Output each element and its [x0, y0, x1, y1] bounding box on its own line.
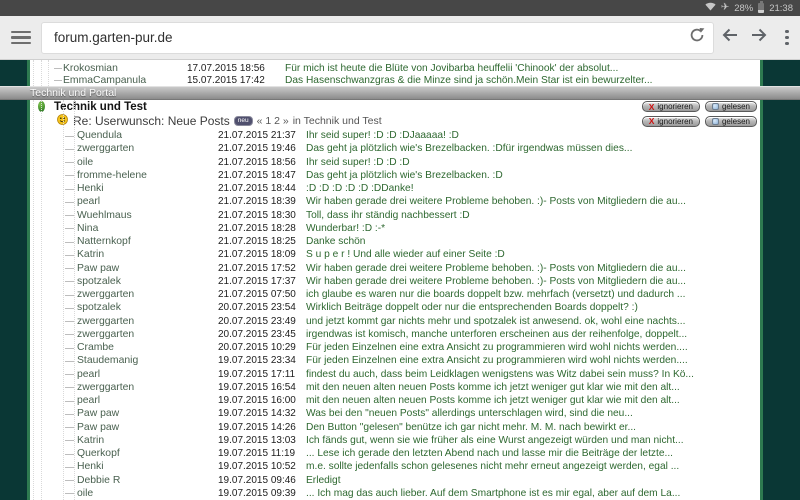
author-link[interactable]: Querkopf: [77, 448, 120, 460]
post-date: 20.07.2015 23:54: [218, 302, 296, 314]
read-label: gelesen: [721, 116, 750, 126]
author-link[interactable]: EmmaCampanula: [63, 74, 147, 86]
thread-board-suffix: in Technik und Test: [292, 115, 382, 127]
author-link[interactable]: zwerggarten: [77, 315, 135, 327]
tree-connector-icon: [65, 361, 74, 362]
battery-percent: 28%: [734, 2, 754, 14]
post-preview: Toll, dass ihr ständig nachbessert :D: [306, 209, 470, 221]
red-x-icon: X: [648, 101, 655, 112]
tree-connector-icon: [65, 202, 74, 203]
tree-connector-icon: [65, 162, 74, 163]
message-row: [30, 235, 760, 248]
post-date: 21.07.2015 17:37: [218, 275, 296, 287]
tree-connector-icon: [65, 480, 74, 481]
author-link[interactable]: Paw paw: [77, 421, 120, 433]
author-link[interactable]: zwerggarten: [77, 143, 135, 155]
ignore-label: ignorieren: [657, 116, 693, 126]
tree-connector-icon: [65, 175, 74, 176]
thread-actions: [642, 116, 757, 127]
post-date: 21.07.2015 18:09: [218, 249, 296, 261]
post-preview: Für jeden Einzelnen eine extra Ansicht zu programmieren wird wohl nichts werden....: [306, 342, 688, 354]
author-link[interactable]: Natternkopf: [77, 236, 131, 248]
wifi-icon: [705, 2, 716, 14]
post-preview: mit den neuen alten neuen Posts komme ich jetzt weniger gut klar wie mit den alt...: [306, 381, 680, 393]
post-preview: Wir haben gerade drei weitere Probleme behoben. :)- Posts von Mitgliedern die au...: [306, 275, 686, 287]
post-date: 15.07.2015 17:42: [187, 74, 265, 86]
board-ignore-button[interactable]: [642, 101, 700, 112]
post-date: 21.07.2015 21:37: [218, 130, 296, 142]
post-preview: Ihr seid super! :D :D :DJaaaaa! :D: [306, 130, 459, 142]
message-row: [30, 474, 760, 487]
url-bar[interactable]: [41, 22, 714, 54]
post-date: 19.07.2015 14:32: [218, 408, 296, 420]
category-title: Technik und Portal: [30, 87, 117, 99]
author-link[interactable]: Katrin: [77, 249, 105, 261]
url-text[interactable]: forum.garten-pur.de: [54, 30, 173, 45]
new-badge[interactable]: neu: [234, 116, 253, 126]
post-preview: Erledigt: [306, 474, 341, 486]
tree-connector-icon: [65, 321, 74, 322]
tree-connector-icon: [54, 68, 62, 69]
author-link[interactable]: pearl: [77, 395, 101, 407]
red-x-icon: X: [648, 116, 655, 126]
battery-icon: [758, 3, 764, 13]
post-date: 17.07.2015 18:56: [187, 62, 265, 74]
message-row: [30, 74, 760, 86]
category-header[interactable]: [0, 86, 800, 100]
author-link[interactable]: Katrin: [77, 434, 105, 446]
message-row: [30, 182, 760, 195]
prev-message-list: [30, 62, 760, 86]
post-preview: :D :D :D :D :D :DDanke!: [306, 183, 414, 195]
post-date: 19.07.2015 16:00: [218, 395, 296, 407]
tree-connector-icon: [65, 242, 74, 243]
forum-page: [0, 60, 800, 500]
message-row: [30, 315, 760, 328]
post-date: 20.07.2015 23:45: [218, 328, 296, 340]
post-date: 19.07.2015 09:39: [218, 487, 296, 499]
author-link[interactable]: Henki: [77, 183, 104, 195]
post-preview: ich glaube es waren nur die boards doppelt bzw. mehrfach (versetzt) und dadurch ...: [306, 289, 686, 301]
post-preview: und jetzt kommt gar nichts mehr und spotzalek ist anwesend. ok, wohl eine nachts...: [306, 315, 686, 327]
thread-title-link[interactable]: Re: Userwunsch: Neue Posts: [73, 114, 230, 128]
airplane-mode-icon: ✈: [720, 2, 730, 13]
read-icon: [712, 103, 719, 110]
message-row: [30, 275, 760, 288]
board-read-button[interactable]: [705, 101, 757, 112]
post-preview: Wir haben gerade drei weitere Probleme behoben. :)- Posts von Mitgliedern die au...: [306, 196, 686, 208]
post-date: 19.07.2015 14:26: [218, 421, 296, 433]
author-link[interactable]: oile: [77, 156, 94, 168]
thread-row: [30, 113, 760, 129]
tree-connector-icon: [65, 493, 74, 494]
back-icon[interactable]: [714, 27, 744, 48]
post-date: 19.07.2015 10:52: [218, 461, 296, 473]
author-link[interactable]: Krokosmian: [63, 62, 118, 74]
message-row: [30, 288, 760, 301]
author-link[interactable]: spotzalek: [77, 302, 121, 314]
message-row: [30, 381, 760, 394]
thread-read-button[interactable]: [705, 116, 757, 127]
message-row: [30, 447, 760, 460]
post-preview: Das geht ja plötzlich wie's Brezelbacken. :Dfür irgendwas müssen dies...: [306, 143, 633, 155]
tree-connector-icon: [65, 334, 74, 335]
post-date: 19.07.2015 09:46: [218, 474, 296, 486]
author-link[interactable]: Wuehlmaus: [77, 209, 132, 221]
author-link[interactable]: Debbie R: [77, 474, 121, 486]
tree-connector-icon: [65, 281, 74, 282]
author-link[interactable]: fromme-helene: [77, 169, 147, 181]
message-row: [30, 407, 760, 420]
post-date: 19.07.2015 11:19: [218, 448, 296, 460]
post-date: 21.07.2015 19:46: [218, 143, 296, 155]
author-link[interactable]: Crambe: [77, 342, 114, 354]
message-row: [30, 209, 760, 222]
author-link[interactable]: pearl: [77, 196, 101, 208]
tree-connector-icon: [65, 467, 74, 468]
post-preview: findest du auch, dass beim Leidklagen wenigstens was Witz dabei sein muss? In Kö...: [306, 368, 694, 380]
post-date: 21.07.2015 18:28: [218, 222, 296, 234]
message-row: [30, 434, 760, 447]
post-date: 21.07.2015 07:50: [218, 289, 296, 301]
forward-icon[interactable]: [744, 27, 774, 48]
post-date: 21.07.2015 17:52: [218, 262, 296, 274]
reload-icon[interactable]: [689, 27, 705, 48]
post-preview: Wir haben gerade drei weitere Probleme behoben. :)- Posts von Mitgliedern die au...: [306, 262, 686, 274]
post-preview: Danke schön: [306, 236, 366, 248]
author-link[interactable]: Paw paw: [77, 262, 120, 274]
tree-connector-icon: [65, 215, 74, 216]
post-preview: Wunderbar! :D :-*: [306, 222, 386, 234]
message-row: [30, 195, 760, 208]
message-row: [30, 421, 760, 434]
post-preview: m.e. sollte jedenfalls schon gelesenes nicht mehr erneut angezeigt werden, egal ...: [306, 461, 680, 473]
read-label: gelesen: [721, 102, 750, 111]
post-date: 21.07.2015 18:25: [218, 236, 296, 248]
author-link[interactable]: Henki: [77, 461, 104, 473]
browser-toolbar: [0, 16, 800, 60]
tree-connector-icon: [65, 268, 74, 269]
board-title-link[interactable]: Technik und Test: [54, 100, 147, 113]
message-row: [30, 354, 760, 367]
author-link[interactable]: zwerggarten: [77, 381, 135, 393]
tree-connector-icon: [65, 454, 74, 455]
post-date: 19.07.2015 16:54: [218, 381, 296, 393]
message-row: [30, 129, 760, 142]
tree-connector-icon: [65, 149, 74, 150]
post-date: 20.07.2015 10:29: [218, 342, 296, 354]
post-preview: ... Ich mag das auch lieber. Auf dem Smartphone ist es mir egal, aber auf dem La...: [306, 487, 681, 499]
post-preview: Das geht ja plötzlich wie's Brezelbacken. :D: [306, 169, 503, 181]
message-row: [30, 487, 760, 500]
post-preview: Wirklich Beiträge doppelt oder nur die entsprechenden Boards doppelt? :): [306, 302, 638, 314]
tree-connector-icon: [65, 255, 74, 256]
author-link[interactable]: pearl: [77, 368, 101, 380]
thread-page-links[interactable]: « 1 2 »: [256, 115, 289, 127]
tree-connector-icon: [65, 387, 74, 388]
post-preview: Für mich ist heute die Blüte von Jovibarba heuffelii 'Chinook' der absolut...: [285, 62, 619, 74]
message-row: [30, 301, 760, 314]
post-date: 21.07.2015 18:39: [218, 196, 296, 208]
post-date: 21.07.2015 18:44: [218, 183, 296, 195]
post-preview: irgendwas ist komisch, manche unterforen erscheinen aus der reihenfolge, doppelt...: [306, 328, 688, 340]
message-row: [30, 394, 760, 407]
post-preview: ... Lese ich gerade den letzten Abend nach und lasse mir die Beiträge der letzte...: [306, 448, 673, 460]
post-preview: S u p e r ! Und alle wieder auf einer Seite :D: [306, 249, 505, 261]
post-date: 19.07.2015 17:11: [218, 368, 296, 380]
message-row: [30, 169, 760, 182]
post-preview: mit den neuen alten neuen Posts komme ich jetzt weniger gut klar wie mit den alt...: [306, 395, 680, 407]
author-link[interactable]: Nina: [77, 222, 99, 234]
post-date: 21.07.2015 18:47: [218, 169, 296, 181]
overflow-menu-icon[interactable]: [774, 30, 800, 46]
status-bar: [0, 0, 800, 16]
tree-connector-icon: [65, 136, 74, 137]
ignore-label: ignorieren: [657, 102, 693, 111]
author-link[interactable]: zwerggarten: [77, 289, 135, 301]
board-actions: [642, 101, 757, 112]
read-icon: [712, 118, 719, 125]
message-row: [30, 142, 760, 155]
post-date: 21.07.2015 18:30: [218, 209, 296, 221]
tree-connector-icon: [65, 414, 74, 415]
author-link[interactable]: Staudemanig: [77, 355, 139, 367]
message-row: [30, 248, 760, 261]
tree-connector-icon: [65, 427, 74, 428]
post-date: 20.07.2015 23:49: [218, 315, 296, 327]
author-link[interactable]: spotzalek: [77, 275, 121, 287]
tree-connector-icon: [65, 295, 74, 296]
board-panel: [27, 100, 763, 500]
message-row: [30, 460, 760, 473]
author-link[interactable]: zwerggarten: [77, 328, 135, 340]
board-row: [30, 100, 760, 113]
previous-board-rows: [27, 60, 763, 86]
post-preview: Ich fänds gut, wenn sie wie früher als eine Wurst angezeigt würden und man nicht...: [306, 434, 684, 446]
tree-connector-icon: [54, 80, 62, 81]
tree-connector-icon: [65, 308, 74, 309]
message-row: [30, 262, 760, 275]
message-row: [30, 222, 760, 235]
tree-connector-icon: [65, 401, 74, 402]
tree-connector-icon: [65, 374, 74, 375]
author-link[interactable]: Quendula: [77, 130, 123, 142]
message-row: [30, 368, 760, 381]
post-preview: Für jeden Einzelnen eine extra Ansicht zu programmieren wird wohl nichts werden....: [306, 355, 688, 367]
post-preview: Den Button "gelesen" benütze ich gar nicht mehr. M. M. nach bewirkt er...: [306, 421, 637, 433]
post-preview: Was bei den "neuen Posts" allerdings unterschlagen wird, sind die neu...: [306, 408, 633, 420]
message-list: [30, 129, 760, 500]
message-row: [30, 341, 760, 354]
post-preview: Ihr seid super! :D :D :D: [306, 156, 410, 168]
hamburger-menu-icon[interactable]: [11, 31, 31, 45]
thread-ignore-button[interactable]: [642, 116, 700, 127]
message-row: [30, 62, 760, 74]
tree-connector-icon: [65, 189, 74, 190]
author-link[interactable]: Paw paw: [77, 408, 120, 420]
author-link[interactable]: oile: [77, 487, 94, 499]
message-row: [30, 328, 760, 341]
post-date: 19.07.2015 23:34: [218, 355, 296, 367]
tree-connector-icon: [65, 440, 74, 441]
post-date: 21.07.2015 18:56: [218, 156, 296, 168]
post-date: 19.07.2015 13:03: [218, 434, 296, 446]
tree-connector-icon: [65, 348, 74, 349]
post-preview: Das Hasenschwanzgras & die Minze sind ja schön.Mein Star ist ein bewurzelter...: [285, 74, 653, 86]
tree-connector-icon: [65, 228, 74, 229]
clock: 21:38: [769, 2, 793, 14]
message-row: [30, 156, 760, 169]
